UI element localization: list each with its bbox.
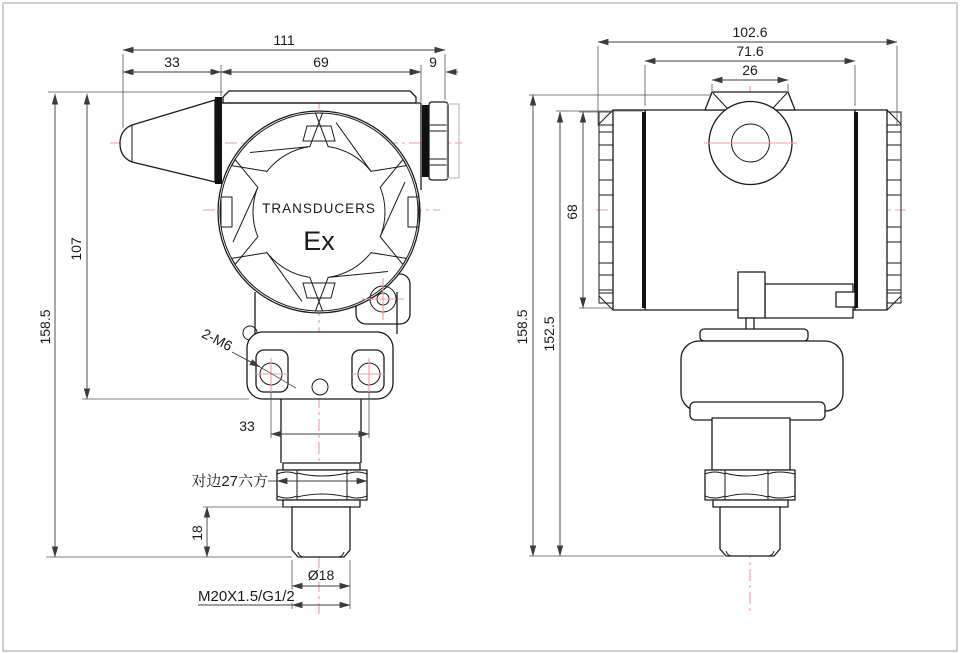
process-connection-side <box>705 418 795 556</box>
dim-boss-width: 26 <box>742 62 758 78</box>
brand-label: TRANSDUCERS <box>262 201 376 216</box>
gland-seal-band <box>422 105 429 177</box>
washer-bottom <box>283 500 360 507</box>
process-connection-front <box>277 399 367 557</box>
ex-mark: Ex <box>303 226 335 256</box>
dim-tip-diameter: Ø18 <box>307 567 335 583</box>
hex-nut-front <box>277 470 367 500</box>
dim-total-width: 111 <box>273 32 295 48</box>
vent-cone <box>120 97 222 184</box>
dim-front-total-height: 158.5 <box>37 309 53 345</box>
label-hex-flats: 对边27六方 <box>191 473 268 490</box>
dim-side-body-width: 71.6 <box>736 43 764 59</box>
dim-side-total-height: 158.5 <box>514 309 530 345</box>
washer-side <box>713 500 788 507</box>
gland-ghost-outline <box>447 104 459 178</box>
dim-cap-height: 68 <box>564 204 580 220</box>
end-cap-right <box>855 110 901 310</box>
dim-body-height: 107 <box>68 237 84 261</box>
dim-cone-width: 33 <box>164 54 180 70</box>
thread-stem-side <box>720 507 780 556</box>
front-view <box>37 32 462 614</box>
cone-seal-band <box>215 97 222 184</box>
cable-gland <box>422 102 459 180</box>
dim-hole-spacing: 33 <box>239 418 255 434</box>
mounting-flange <box>247 332 393 399</box>
mounting-block-side <box>681 329 843 420</box>
washer-top <box>283 463 360 470</box>
hex-nut-side <box>705 470 795 500</box>
dim-connector-width: 9 <box>429 54 437 70</box>
dim-tip-height: 18 <box>189 525 205 541</box>
label-thread: M20X1.5/G1/2 <box>198 588 295 605</box>
dim-side-total-width: 102.6 <box>732 24 768 40</box>
side-view <box>514 24 906 612</box>
thread-stem-front <box>292 507 350 557</box>
label-mount-holes: 2-M6 <box>199 325 236 354</box>
dim-side-body-height: 152.5 <box>541 316 557 352</box>
dim-body-width: 69 <box>313 54 329 70</box>
